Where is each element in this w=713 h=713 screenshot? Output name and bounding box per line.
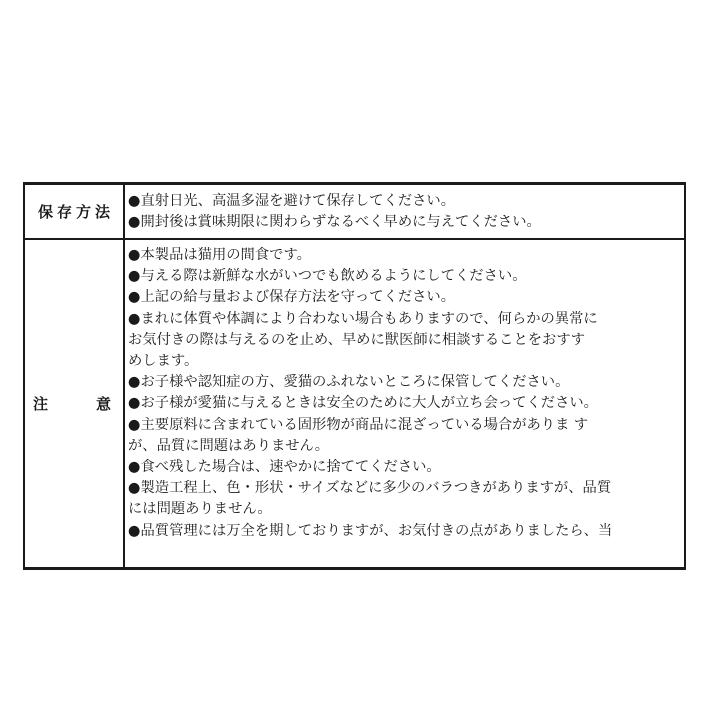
- storage-heading: 保存方法: [25, 185, 125, 238]
- caution-body: [128, 240, 680, 567]
- caution-heading: [25, 240, 125, 567]
- caution-line-7: ●お子様や認知症の方、愛猫のふれないところに保管してください。: [128, 374, 570, 391]
- caution-line-11: ●食べ残した場合は、速やかに捨ててください。: [128, 459, 441, 476]
- storage-line-1: ●直射日光、高温多湿を避けて保存してください。: [128, 193, 456, 209]
- caution-line-9: ●主要原料に含まれている固形物が商品に混ざっている場合がありま す: [128, 416, 589, 433]
- caution-line-3: ●上記の給与量および保存方法を守ってください。: [128, 289, 456, 306]
- caution-line-12: ●製造工程上、色・形状・サイズなどに多少のバラつきがありますが、品質: [128, 480, 612, 497]
- caution-line-2: ●与える際は新鮮な水がいつでも飲めるようにしてください。: [128, 268, 527, 285]
- storage-line-2: ●開封後は賞味期限に関わらずなるべく早めに与えてください。: [128, 214, 541, 230]
- storage-row: [25, 185, 684, 240]
- caution-line-14: ●品質管理には万全を期しておりますが、お気付きの点がありましたら、当: [128, 522, 613, 539]
- caution-line-1: ●本製品は猫用の間食です。: [128, 247, 311, 263]
- caution-line-8: ●お子様が愛猫に与えるときは安全のために大人が立ち会ってください。: [128, 395, 598, 412]
- caution-line-5: お気付きの際は与えるのを止め、早めに獣医師に相談することをおすす: [128, 331, 586, 348]
- caution-heading-right: 意: [95, 395, 111, 413]
- caution-line-6: めします。: [128, 353, 199, 370]
- caution-row: [25, 240, 684, 567]
- storage-body: [128, 185, 680, 238]
- caution-line-13: には問題ありません。: [128, 501, 272, 518]
- caution-line-4: ●まれに体質や体調により合わない場合もありますので、何らかの異常に: [128, 310, 598, 327]
- caution-line-10: が、品質に問題はありません。: [128, 437, 330, 454]
- label-table: [23, 182, 686, 570]
- caution-heading-left: 注: [33, 395, 49, 413]
